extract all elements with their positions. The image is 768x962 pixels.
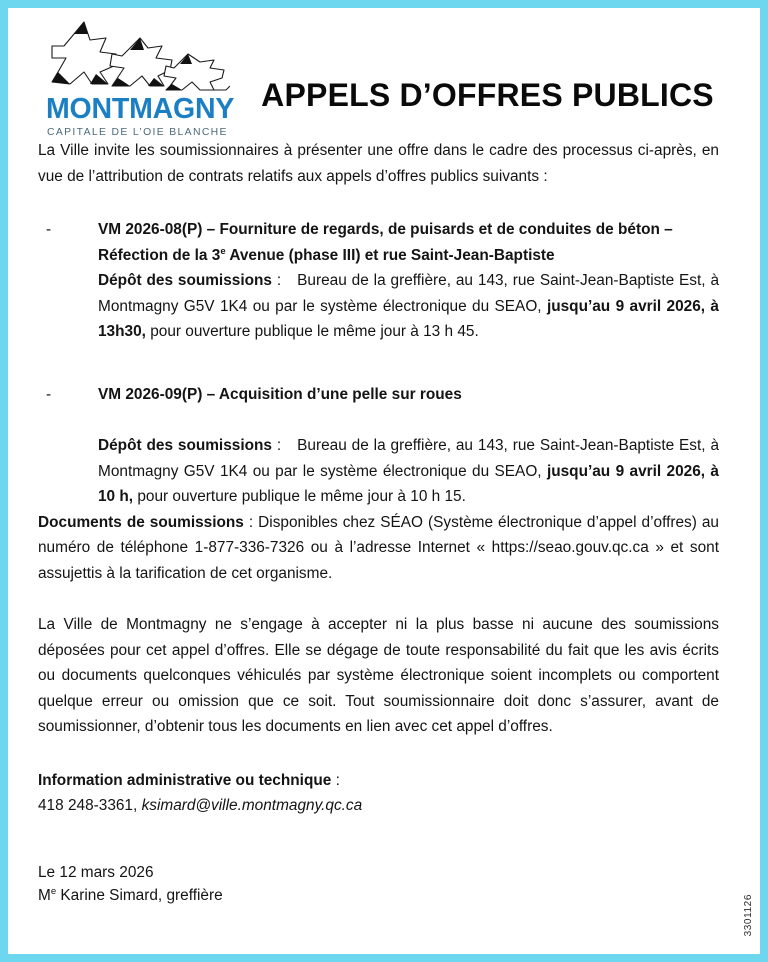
contact-label: Information administrative ou technique bbox=[38, 771, 332, 789]
tender-bullet: - bbox=[46, 221, 52, 238]
tender-item-2 bbox=[38, 382, 719, 510]
tender-title-line1: VM 2026-08(P) – Fourniture de regards, de puisards et de conduites de béton – bbox=[98, 221, 673, 238]
document-header bbox=[38, 8, 719, 138]
page-title: APPELS D’OFFRES PUBLICS bbox=[261, 77, 714, 113]
signature-name-pre: M bbox=[38, 886, 51, 904]
reference-number: 3301126 bbox=[743, 893, 754, 936]
deposit-colon: : bbox=[271, 272, 282, 289]
deposit-text-1: Bureau de la greffière, au 143, rue Saint-Jean-Baptiste Est, à Montmagny G5V 1K4 ou par le système électronique du SEAO, bbox=[98, 272, 720, 315]
tender-body bbox=[98, 382, 719, 510]
city-logo bbox=[38, 20, 240, 138]
tender-title-line2-pre: Réfection de la 3 bbox=[98, 246, 221, 264]
ordinal-superscript: e bbox=[220, 245, 226, 257]
document-body bbox=[38, 138, 719, 907]
deposit-paragraph bbox=[98, 268, 719, 345]
signature-block bbox=[38, 861, 719, 907]
deposit-paragraph bbox=[98, 433, 719, 510]
intro-paragraph: La Ville invite les soumissionnaires à présenter une offre dans le cadre des processus ci-après, en vue de l’attribution de contrats relatifs aux appels d’offres publics suivants : bbox=[38, 142, 719, 185]
flying-geese-mark bbox=[44, 20, 230, 94]
deposit-deadline: jusqu’au 9 avril 2026, à 13h30, bbox=[98, 297, 719, 340]
documents-label: Documents de soumissions bbox=[38, 513, 244, 531]
disclaimer-paragraph: La Ville de Montmagny ne s’engage à accepter ni la plus basse ni aucune des soumissions déposées pour cet appel d’offres. Elle se dégage de toute responsabilité du fait que les avis écrits ou documents quelconques véhiculés par système électronique soient incomplets ou comportent quelque erreur ou omission que ce soit. Tout soumissionnaire doit donc s’assurer, avant de soumissionner, d’obtenir tous les documents en lien avec cet appel d’offres. bbox=[38, 616, 719, 735]
deposit-text-2: pour ouverture publique le même jour à 13 h 45. bbox=[145, 323, 479, 340]
contact-label-line bbox=[38, 768, 719, 794]
tender-body bbox=[98, 217, 719, 345]
contact-phone: 418 248-3361, bbox=[38, 797, 142, 814]
tender-title bbox=[98, 217, 719, 268]
tender-title-line2-post: Avenue (phase III) et rue Saint-Jean-Baptiste bbox=[225, 246, 555, 264]
tender-bullet: - bbox=[46, 385, 52, 403]
contact-block bbox=[38, 768, 719, 819]
signature-date: Le 12 mars 2026 bbox=[38, 863, 154, 881]
document-sheet bbox=[8, 8, 760, 954]
deposit-colon: : bbox=[271, 437, 282, 454]
contact-email: ksimard@ville.montmagny.qc.ca bbox=[141, 797, 363, 814]
documents-paragraph bbox=[38, 510, 719, 587]
documents-colon: : bbox=[243, 513, 259, 531]
signature-name-post: Karine Simard, greffière bbox=[56, 886, 223, 904]
tender-title: VM 2026-09(P) – Acquisition d’une pelle sur roues bbox=[98, 385, 462, 403]
contact-detail-line bbox=[38, 793, 719, 819]
deposit-deadline: jusqu’au 9 avril 2026, à 10 h, bbox=[98, 462, 719, 505]
deposit-label: Dépôt des soumissions bbox=[98, 437, 272, 454]
deposit-label: Dépôt des soumissions bbox=[98, 272, 272, 289]
deposit-text-2: pour ouverture publique le même jour à 10 h 15. bbox=[133, 488, 466, 505]
contact-colon: : bbox=[331, 771, 340, 789]
documents-text: Disponibles chez SÉAO (Système électronique d’appel d’offres) au numéro de téléphone 1-877-336-7326 ou à l’adresse Internet « https://seao.gouv.qc.ca » et sont assujettis à la tarification de cet organisme. bbox=[38, 513, 719, 582]
signature-name bbox=[38, 884, 719, 907]
tender-item-1 bbox=[38, 217, 719, 345]
logo-tagline: CAPITALE DE L’OIE BLANCHE bbox=[47, 126, 228, 138]
honorific-superscript: e bbox=[50, 885, 57, 897]
deposit-text-1: Bureau de la greffière, au 143, rue Saint-Jean-Baptiste Est, à Montmagny G5V 1K4 ou par le système électronique du SEAO, bbox=[98, 437, 720, 480]
logo-wordmark: MONTMAGNY bbox=[46, 93, 235, 126]
